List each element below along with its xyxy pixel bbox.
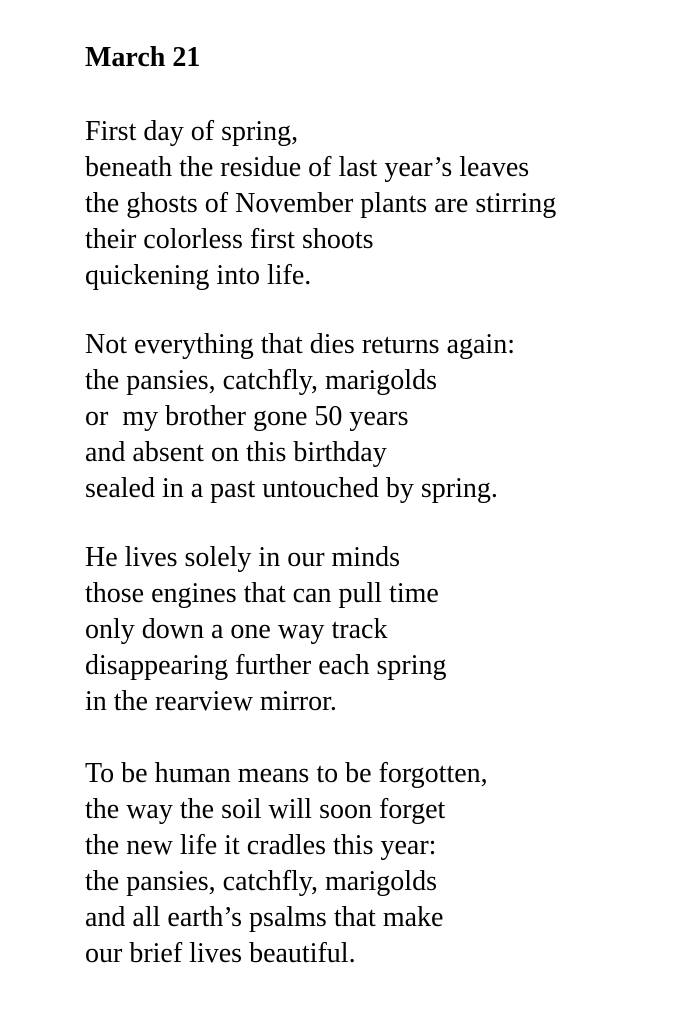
stanza-4 — [85, 756, 488, 972]
poem-line: the way the soil will soon forget — [85, 794, 446, 825]
poem-line: He lives solely in our minds — [85, 542, 400, 573]
poem-line: sealed in a past untouched by spring. — [85, 473, 498, 504]
stanza-3 — [85, 540, 447, 720]
poem-line: First day of spring, — [85, 116, 299, 147]
stanza-1 — [85, 114, 556, 294]
poem-line: or my brother gone 50 years — [85, 401, 409, 432]
poem-title: March 21 — [85, 42, 201, 73]
stanza-2 — [85, 327, 515, 507]
poem-line: the new life it cradles this year: — [85, 830, 437, 861]
poem-line: the ghosts of November plants are stirring — [85, 188, 557, 219]
poem-line: in the rearview mirror. — [85, 686, 337, 717]
poem-line: and absent on this birthday — [85, 437, 387, 468]
poem-line: the pansies, catchfly, marigolds — [85, 866, 437, 897]
poem-line: beneath the residue of last year’s leaves — [85, 152, 530, 183]
poem-line: To be human means to be forgotten, — [85, 758, 488, 789]
poem-line: Not everything that dies returns again: — [85, 329, 515, 360]
poem-line: their colorless first shoots — [85, 224, 374, 255]
poem-line: only down a one way track — [85, 614, 388, 645]
poem-line: and all earth’s psalms that make — [85, 902, 444, 933]
poem-line: quickening into life. — [85, 260, 312, 291]
poem-line: those engines that can pull time — [85, 578, 439, 609]
poem-line: disappearing further each spring — [85, 650, 447, 681]
poem-line: our brief lives beautiful. — [85, 938, 356, 969]
poem-line: the pansies, catchfly, marigolds — [85, 365, 437, 396]
